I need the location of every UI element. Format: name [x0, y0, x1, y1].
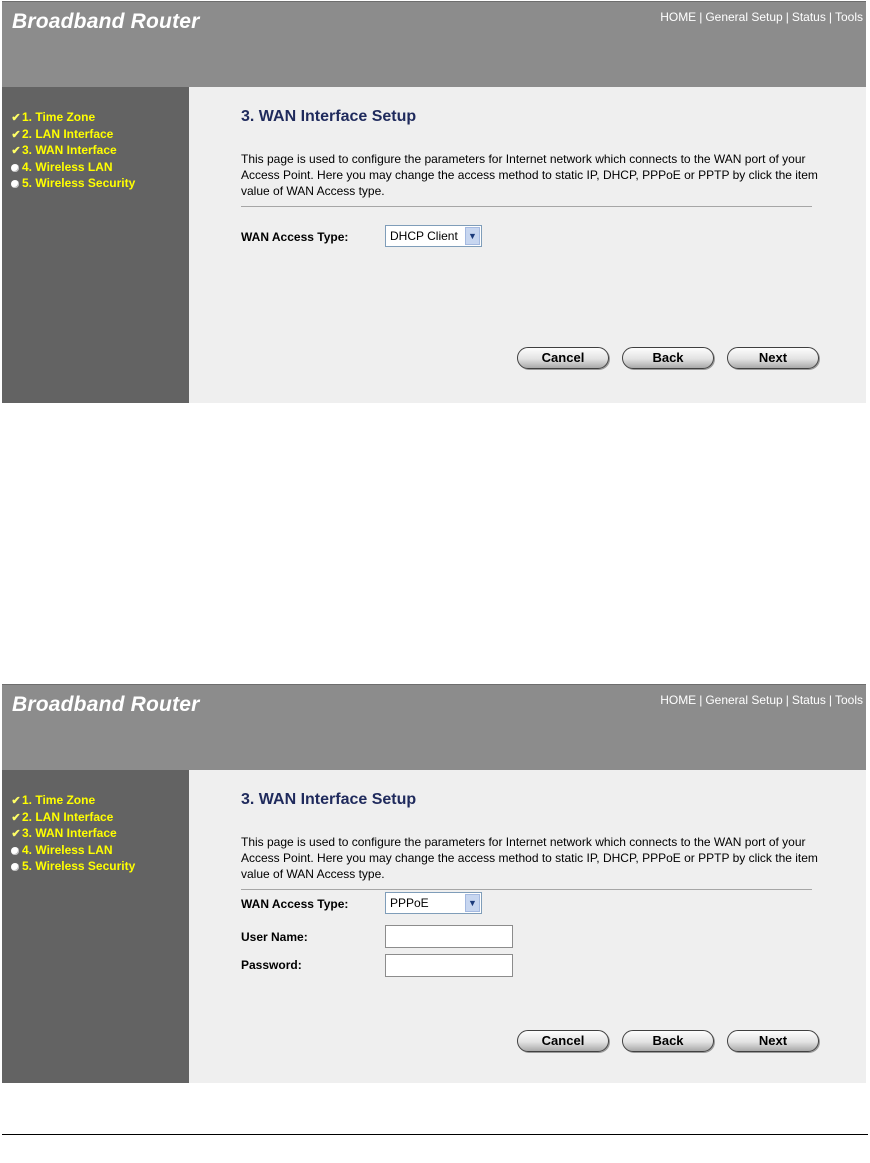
cancel-button[interactable]: Cancel [517, 347, 609, 369]
wan-access-type-select[interactable] [385, 225, 482, 247]
sidebar-item-wireless-lan[interactable] [11, 842, 135, 859]
sidebar-item-label: 1. Time Zone [22, 793, 96, 807]
user-name-input[interactable] [385, 925, 513, 948]
top-nav: HOME | General Setup | Status | Tools [660, 10, 863, 24]
password-label: Password: [241, 958, 302, 972]
page-title: 3. WAN Interface Setup [241, 791, 417, 808]
router-screen-pppoe [2, 684, 866, 1083]
nav-tools[interactable]: Tools [834, 693, 863, 707]
next-button[interactable]: Next [727, 1030, 819, 1052]
header-bar [2, 684, 866, 770]
bullet-icon [11, 863, 19, 871]
sidebar-item-label: 4. Wireless LAN [22, 159, 113, 174]
user-name-label: User Name: [241, 930, 308, 944]
page-description: This page is used to configure the parameters for Internet network which connects to the WAN port of your Access Point. Here you may change the access method to static IP, DHCP, PPPoE or PPTP by click the item value of WAN Access type. [241, 152, 818, 198]
check-icon: ✔ [11, 128, 21, 141]
sidebar-item-wan-interface[interactable] [11, 825, 135, 842]
back-button[interactable]: Back [622, 1030, 714, 1052]
sidebar-item-label: 5. Wireless Security [22, 859, 136, 873]
nav-general-setup[interactable]: General Setup [705, 693, 783, 707]
sidebar-item-label: 2. LAN Interface [22, 809, 114, 824]
sidebar-item-label: 2. LAN Interface [22, 126, 114, 141]
check-icon: ✔ [11, 795, 21, 807]
check-icon: ✔ [11, 145, 21, 157]
bullet-icon [11, 164, 19, 172]
page-title: 3. WAN Interface Setup [241, 108, 417, 125]
wan-access-type-label: WAN Access Type: [241, 897, 349, 911]
sidebar-item-label: 4. Wireless LAN [22, 842, 113, 857]
page-footer-rule [2, 1134, 868, 1135]
check-icon: ✔ [11, 811, 21, 824]
sidebar-item-wan-interface[interactable] [11, 142, 135, 159]
bullet-icon [11, 180, 19, 188]
sidebar [2, 87, 189, 403]
wan-access-type-select[interactable] [385, 892, 482, 914]
nav-status[interactable]: Status [791, 10, 826, 24]
nav-general-setup[interactable]: General Setup [705, 10, 783, 24]
sidebar-item-wireless-security[interactable] [11, 858, 135, 875]
top-nav: HOME | General Setup | Status | Tools [660, 693, 863, 707]
sidebar [2, 770, 189, 1083]
wan-access-type-label: WAN Access Type: [241, 230, 349, 244]
password-input[interactable] [385, 954, 513, 977]
wan-access-type-value: DHCP Client [390, 229, 458, 243]
cancel-button[interactable]: Cancel [517, 1030, 609, 1052]
nav-home[interactable]: HOME [660, 693, 697, 707]
sidebar-item-label: 5. Wireless Security [22, 176, 136, 190]
sidebar-item-wireless-lan[interactable] [11, 159, 135, 176]
sidebar-item-lan-interface[interactable] [11, 809, 135, 826]
next-button[interactable]: Next [727, 347, 819, 369]
check-icon: ✔ [11, 828, 21, 840]
sidebar-item-lan-interface[interactable] [11, 126, 135, 143]
chevron-down-icon[interactable]: ▼ [465, 227, 480, 245]
header-bar [2, 1, 866, 87]
router-screen-dhcp [2, 1, 866, 403]
divider [241, 206, 812, 207]
page-description: This page is used to configure the parameters for Internet network which connects to the WAN port of your Access Point. Here you may change the access method to static IP, DHCP, PPPoE or PPTP by click the item value of WAN Access type. [241, 835, 818, 881]
brand-title: Broadband Router [12, 693, 200, 716]
nav-status[interactable]: Status [791, 693, 826, 707]
bullet-icon [11, 847, 19, 855]
chevron-down-icon[interactable]: ▼ [465, 894, 480, 912]
wan-access-type-value: PPPoE [390, 896, 429, 910]
sidebar-item-time-zone[interactable] [11, 109, 135, 126]
brand-title: Broadband Router [12, 10, 200, 33]
main-content [189, 770, 866, 1083]
nav-home[interactable]: HOME [660, 10, 697, 24]
sidebar-item-time-zone[interactable] [11, 792, 135, 809]
check-icon: ✔ [11, 112, 21, 124]
nav-tools[interactable]: Tools [834, 10, 863, 24]
back-button[interactable]: Back [622, 347, 714, 369]
divider [241, 889, 812, 890]
sidebar-item-wireless-security[interactable] [11, 175, 135, 192]
main-content [189, 87, 866, 403]
sidebar-item-label: 3. WAN Interface [22, 826, 117, 840]
sidebar-item-label: 1. Time Zone [22, 110, 96, 124]
sidebar-item-label: 3. WAN Interface [22, 143, 117, 157]
